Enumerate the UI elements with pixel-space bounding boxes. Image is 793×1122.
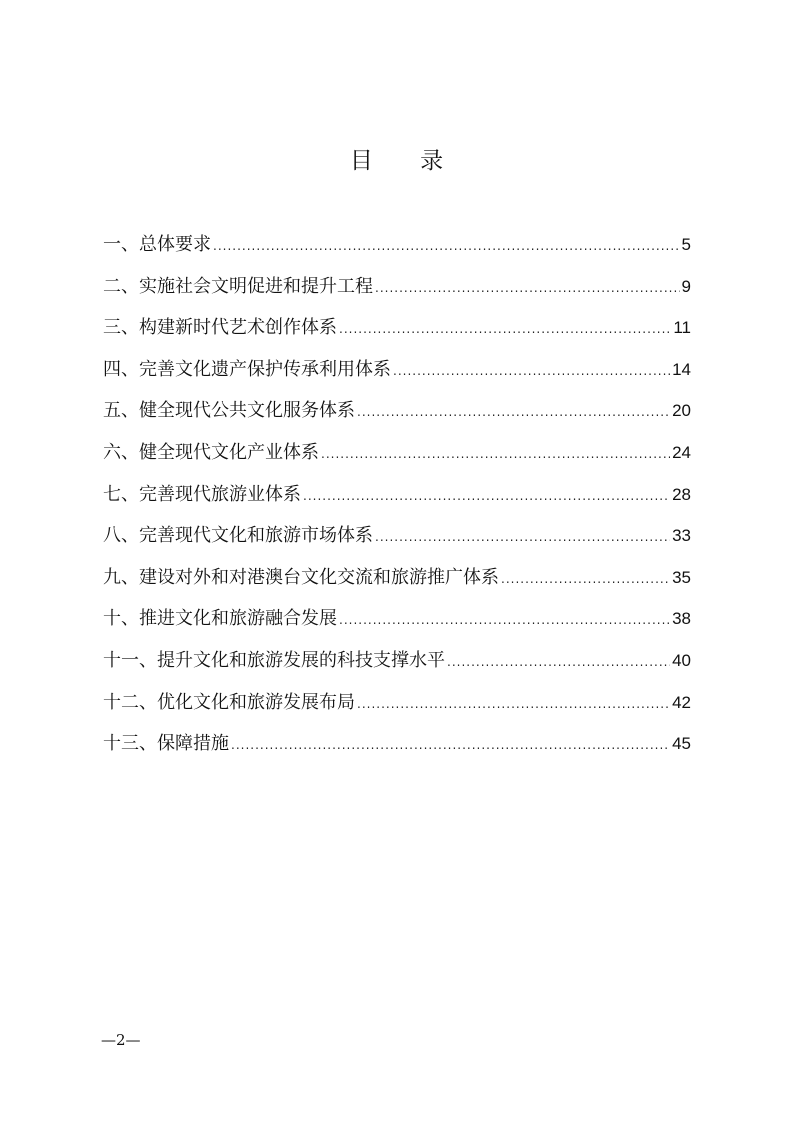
toc-entry-title: 八、完善现代文化和旅游市场体系 <box>103 525 373 547</box>
toc-entry[interactable] <box>103 521 691 563</box>
toc-dot-leader <box>321 439 670 469</box>
toc-entry[interactable] <box>103 230 691 272</box>
toc-entry-title: 五、健全现代公共文化服务体系 <box>103 400 355 422</box>
toc-entry-page: 24 <box>672 442 691 462</box>
toc-entry-page: 11 <box>673 318 691 338</box>
toc-entry-page: 20 <box>672 401 691 421</box>
toc-entry-page: 38 <box>672 609 691 629</box>
toc-dot-leader <box>339 605 670 635</box>
toc-entry-title: 三、构建新时代艺术创作体系 <box>103 317 337 339</box>
toc-entry-page: 9 <box>681 276 691 296</box>
toc-entry[interactable] <box>103 688 691 730</box>
toc-dot-leader <box>447 647 670 677</box>
toc-entry-title: 十三、保障措施 <box>103 733 229 755</box>
toc-dot-leader <box>357 397 670 427</box>
toc-entry[interactable] <box>103 729 691 771</box>
toc-entry-title: 七、完善现代旅游业体系 <box>103 483 301 505</box>
toc-entry-page: 45 <box>672 734 691 754</box>
toc-entry-title: 十二、优化文化和旅游发展布局 <box>103 691 355 713</box>
toc-dot-leader <box>231 730 670 760</box>
toc-dot-leader <box>213 231 680 261</box>
toc-entry[interactable] <box>103 563 691 605</box>
page-number: —2— <box>101 1031 141 1049</box>
toc-entry-page: 40 <box>672 650 691 670</box>
toc-entry-title: 四、完善文化遗产保护传承利用体系 <box>103 358 391 380</box>
toc-entry-page: 28 <box>672 484 691 504</box>
toc-dot-leader <box>375 522 670 552</box>
toc-entry[interactable] <box>103 396 691 438</box>
toc-entry[interactable] <box>103 438 691 480</box>
toc-entry-page: 35 <box>672 567 691 587</box>
toc-entry-title: 十、推进文化和旅游融合发展 <box>103 608 337 630</box>
toc-dot-leader <box>357 689 670 719</box>
toc-entry[interactable] <box>103 272 691 314</box>
toc-dot-leader <box>303 481 670 511</box>
toc-dot-leader <box>501 564 670 594</box>
toc-entry-title: 十一、提升文化和旅游发展的科技支撑水平 <box>103 649 445 671</box>
toc-dot-leader <box>339 314 671 344</box>
toc-dot-leader <box>375 273 680 303</box>
toc-dot-leader <box>393 356 670 386</box>
toc-entry-page: 42 <box>672 692 691 712</box>
toc-entry-page: 33 <box>672 526 691 546</box>
toc-entry-title: 六、健全现代文化产业体系 <box>103 441 319 463</box>
toc-entry[interactable] <box>103 646 691 688</box>
table-of-contents <box>103 230 691 771</box>
toc-entry-page: 5 <box>681 235 691 254</box>
toc-entry[interactable] <box>103 480 691 522</box>
toc-entry-title: 九、建设对外和对港澳台文化交流和旅游推广体系 <box>103 566 499 588</box>
toc-entry-title: 一、总体要求 <box>103 234 211 255</box>
toc-entry[interactable] <box>103 604 691 646</box>
toc-entry[interactable] <box>103 313 691 355</box>
toc-entry[interactable] <box>103 355 691 397</box>
toc-entry-title: 二、实施社会文明促进和提升工程 <box>103 275 373 297</box>
page-title: 目 录 <box>349 148 464 174</box>
toc-entry-page: 14 <box>672 359 691 379</box>
